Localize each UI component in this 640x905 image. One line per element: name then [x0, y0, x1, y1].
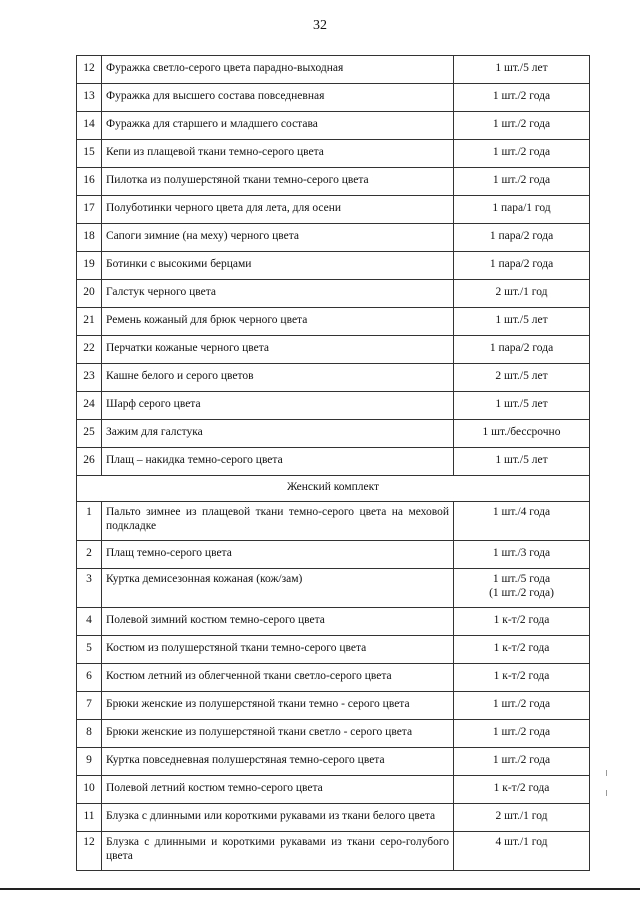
table-row	[77, 608, 590, 636]
table-row	[77, 308, 590, 336]
row-number: 13	[77, 84, 102, 112]
issue-norm	[454, 692, 590, 720]
item-name: Куртка демисезонная кожаная (кож/зам)	[102, 569, 454, 608]
table-row	[77, 56, 590, 84]
row-number: 15	[77, 140, 102, 168]
row-number: 25	[77, 420, 102, 448]
item-name: Полуботинки черного цвета для лета, для осени	[102, 196, 454, 224]
item-name: Костюм из полушерстяной ткани темно-серого цвета	[102, 636, 454, 664]
issue-norm: 2 шт./1 год	[454, 280, 590, 308]
table-row	[77, 140, 590, 168]
table-row	[77, 364, 590, 392]
item-name: Брюки женские из полушерстяной ткани светло - серого цвета	[102, 720, 454, 748]
row-number: 7	[77, 692, 102, 720]
table-row	[77, 196, 590, 224]
table-row	[77, 692, 590, 720]
section-row	[77, 476, 590, 502]
item-name: Фуражка для старшего и младшего состава	[102, 112, 454, 140]
issue-norm	[454, 832, 590, 871]
issue-norm: 1 пара/1 год	[454, 196, 590, 224]
issue-norm-value: 1 к-т/2 года	[493, 782, 550, 794]
row-number: 10	[77, 776, 102, 804]
item-name: Сапоги зимние (на меху) черного цвета	[102, 224, 454, 252]
table-row	[77, 224, 590, 252]
item-name: Ремень кожаный для брюк черного цвета	[102, 308, 454, 336]
table-row	[77, 636, 590, 664]
issue-norm	[454, 776, 590, 804]
table-row	[77, 448, 590, 476]
section-title: Женский комплект	[77, 476, 590, 502]
row-number: 24	[77, 392, 102, 420]
issue-norm-value: 1 шт./3 года	[492, 547, 551, 559]
table-row	[77, 720, 590, 748]
page-number: 32	[313, 18, 327, 33]
issue-norm: 1 шт./5 лет	[454, 56, 590, 84]
issue-norm: 1 шт./2 года	[454, 112, 590, 140]
issue-norm: 1 шт./5 лет	[454, 448, 590, 476]
table-row	[77, 664, 590, 692]
item-name: Блузка с длинными или короткими рукавами из ткани белого цвета	[102, 804, 454, 832]
item-name: Брюки женские из полушерстяной ткани темно - серого цвета	[102, 692, 454, 720]
row-number: 4	[77, 608, 102, 636]
table-row	[77, 748, 590, 776]
row-number: 1	[77, 502, 102, 541]
item-name: Кепи из плащевой ткани темно-серого цвета	[102, 140, 454, 168]
table-body	[77, 56, 590, 871]
row-number: 6	[77, 664, 102, 692]
issue-norm: 1 пара/2 года	[454, 252, 590, 280]
issue-norm: 1 шт./2 года	[454, 168, 590, 196]
row-number: 2	[77, 541, 102, 569]
table-row	[77, 336, 590, 364]
row-number: 19	[77, 252, 102, 280]
table-row	[77, 392, 590, 420]
table-row	[77, 168, 590, 196]
item-name: Фуражка для высшего состава повседневная	[102, 84, 454, 112]
scan-artifact	[606, 770, 607, 776]
item-name: Зажим для галстука	[102, 420, 454, 448]
row-number: 22	[77, 336, 102, 364]
issue-norm-value: 1 к-т/2 года	[493, 642, 550, 654]
issue-norm	[454, 664, 590, 692]
issue-norm: 1 пара/2 года	[454, 336, 590, 364]
row-number: 9	[77, 748, 102, 776]
row-number: 3	[77, 569, 102, 608]
item-name: Полевой летний костюм темно-серого цвета	[102, 776, 454, 804]
issue-norm	[454, 720, 590, 748]
issue-norm	[454, 569, 590, 608]
table-row	[77, 541, 590, 569]
row-number: 14	[77, 112, 102, 140]
table-row	[77, 84, 590, 112]
row-number: 8	[77, 720, 102, 748]
item-name: Фуражка светло-серого цвета парадно-выходная	[102, 56, 454, 84]
issue-norm-alt: (1 шт./2 года)	[489, 587, 554, 599]
issue-norm-value: 1 к-т/2 года	[493, 614, 550, 626]
table-row	[77, 804, 590, 832]
item-name: Шарф серого цвета	[102, 392, 454, 420]
issue-norm: 1 шт./бессрочно	[454, 420, 590, 448]
item-name: Полевой зимний костюм темно-серого цвета	[102, 608, 454, 636]
table-row	[77, 420, 590, 448]
table-row	[77, 502, 590, 541]
issue-norm: 1 шт./2 года	[454, 84, 590, 112]
issue-norm-value: 1 шт./2 года	[492, 726, 551, 738]
row-number: 20	[77, 280, 102, 308]
issue-norm	[454, 541, 590, 569]
table-row	[77, 776, 590, 804]
issue-norm	[454, 502, 590, 541]
issue-norm	[454, 608, 590, 636]
row-number: 18	[77, 224, 102, 252]
issue-norm-value: 1 шт./4 года	[492, 506, 551, 518]
item-name: Куртка повседневная полушерстяная темно-серого цвета	[102, 748, 454, 776]
item-name: Кашне белого и серого цветов	[102, 364, 454, 392]
issue-norm-value: 1 шт./2 года	[492, 698, 551, 710]
item-name: Перчатки кожаные черного цвета	[102, 336, 454, 364]
issue-norm-value: 1 шт./5 года	[492, 573, 551, 585]
issue-norm: 1 пара/2 года	[454, 224, 590, 252]
table-row	[77, 569, 590, 608]
item-name: Галстук черного цвета	[102, 280, 454, 308]
issue-norm: 1 шт./5 лет	[454, 308, 590, 336]
item-name: Блузка с длинными и короткими рукавами из ткани серо-голубого цвета	[102, 832, 454, 871]
issue-norm	[454, 748, 590, 776]
row-number: 23	[77, 364, 102, 392]
row-number: 12	[77, 832, 102, 871]
row-number: 11	[77, 804, 102, 832]
row-number: 17	[77, 196, 102, 224]
row-number: 16	[77, 168, 102, 196]
scan-bottom-edge	[0, 888, 640, 890]
row-number: 12	[77, 56, 102, 84]
table-row	[77, 832, 590, 871]
issue-norm	[454, 636, 590, 664]
issue-norm	[454, 804, 590, 832]
issue-norm-value: 4 шт./1 год	[495, 836, 548, 848]
issue-norm-value: 1 шт./2 года	[492, 754, 551, 766]
item-name: Ботинки с высокими берцами	[102, 252, 454, 280]
item-name: Костюм летний из облегченной ткани светло-серого цвета	[102, 664, 454, 692]
item-name: Пилотка из полушерстяной ткани темно-серого цвета	[102, 168, 454, 196]
issue-norm-value: 2 шт./1 год	[495, 810, 548, 822]
issue-norm: 2 шт./5 лет	[454, 364, 590, 392]
table-row	[77, 112, 590, 140]
table-row	[77, 280, 590, 308]
row-number: 21	[77, 308, 102, 336]
item-name: Плащ – накидка темно-серого цвета	[102, 448, 454, 476]
row-number: 26	[77, 448, 102, 476]
issue-norm: 1 шт./5 лет	[454, 392, 590, 420]
row-number: 5	[77, 636, 102, 664]
item-name: Плащ темно-серого цвета	[102, 541, 454, 569]
uniform-norms-table	[76, 55, 590, 871]
issue-norm-value: 1 к-т/2 года	[493, 670, 550, 682]
issue-norm: 1 шт./2 года	[454, 140, 590, 168]
table-row	[77, 252, 590, 280]
item-name: Пальто зимнее из плащевой ткани темно-серого цвета на меховой подкладке	[102, 502, 454, 541]
scan-artifact	[606, 790, 607, 796]
